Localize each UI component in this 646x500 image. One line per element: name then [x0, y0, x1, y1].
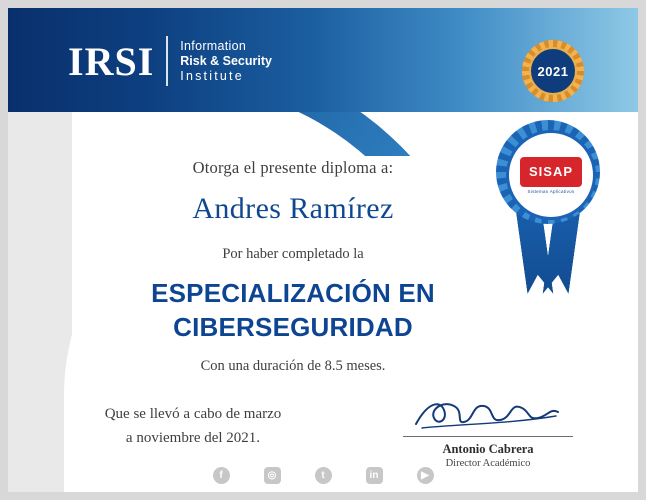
signature-block: [388, 394, 588, 469]
signature-mark: [398, 394, 578, 434]
duration-line: Con una duración de 8.5 meses.: [200, 358, 386, 374]
logo-line-2: Risk & Security: [180, 53, 272, 68]
signer-role: Director Académico: [445, 458, 531, 469]
date-line-1: Que se llevó a cabo de marzo: [104, 406, 282, 422]
recipient-name: Andres Ramírez: [192, 192, 394, 225]
signature-rule: [403, 436, 573, 437]
left-grey-panel: [8, 112, 72, 492]
awards-line: Otorga el presente diploma a:: [192, 158, 394, 177]
logo-divider: [166, 36, 168, 86]
logo-line-3: Institute: [180, 68, 244, 83]
facebook-icon[interactable]: f: [213, 467, 230, 484]
logo-line-1: Information: [180, 38, 247, 53]
sisap-medal: [492, 120, 604, 300]
instagram-icon[interactable]: ◎: [264, 467, 281, 484]
certificate-footer: [68, 394, 588, 469]
year-seal: [522, 40, 584, 102]
date-line-2: a noviembre del 2021.: [125, 430, 261, 446]
twitter-icon[interactable]: t: [315, 467, 332, 484]
social-icon-row: [8, 467, 638, 484]
program-title-line-1: ESPECIALIZACIÓN EN: [151, 278, 435, 308]
program-title: [78, 276, 508, 344]
certificate-canvas: [8, 8, 638, 492]
logo-mark-text: IRSI: [68, 38, 155, 84]
sisap-badge-text: SISAP: [520, 157, 582, 187]
program-title-line-2: CIBERSEGURIDAD: [173, 312, 413, 342]
date-block: [68, 394, 318, 450]
linkedin-icon[interactable]: in: [366, 467, 383, 484]
irsi-logo: [68, 36, 272, 86]
logo-wordmark: [180, 39, 272, 84]
completed-line: Por haber completado la: [222, 246, 364, 262]
signer-name: Antonio Cabrera: [442, 442, 534, 456]
youtube-icon[interactable]: ▶: [417, 467, 434, 484]
certificate-body: [78, 158, 508, 375]
year-seal-label: 2021: [529, 47, 577, 95]
sisap-badge-subtitle: Sistemas Aplicativos: [527, 188, 575, 194]
medal-inner-circle: [506, 130, 596, 220]
